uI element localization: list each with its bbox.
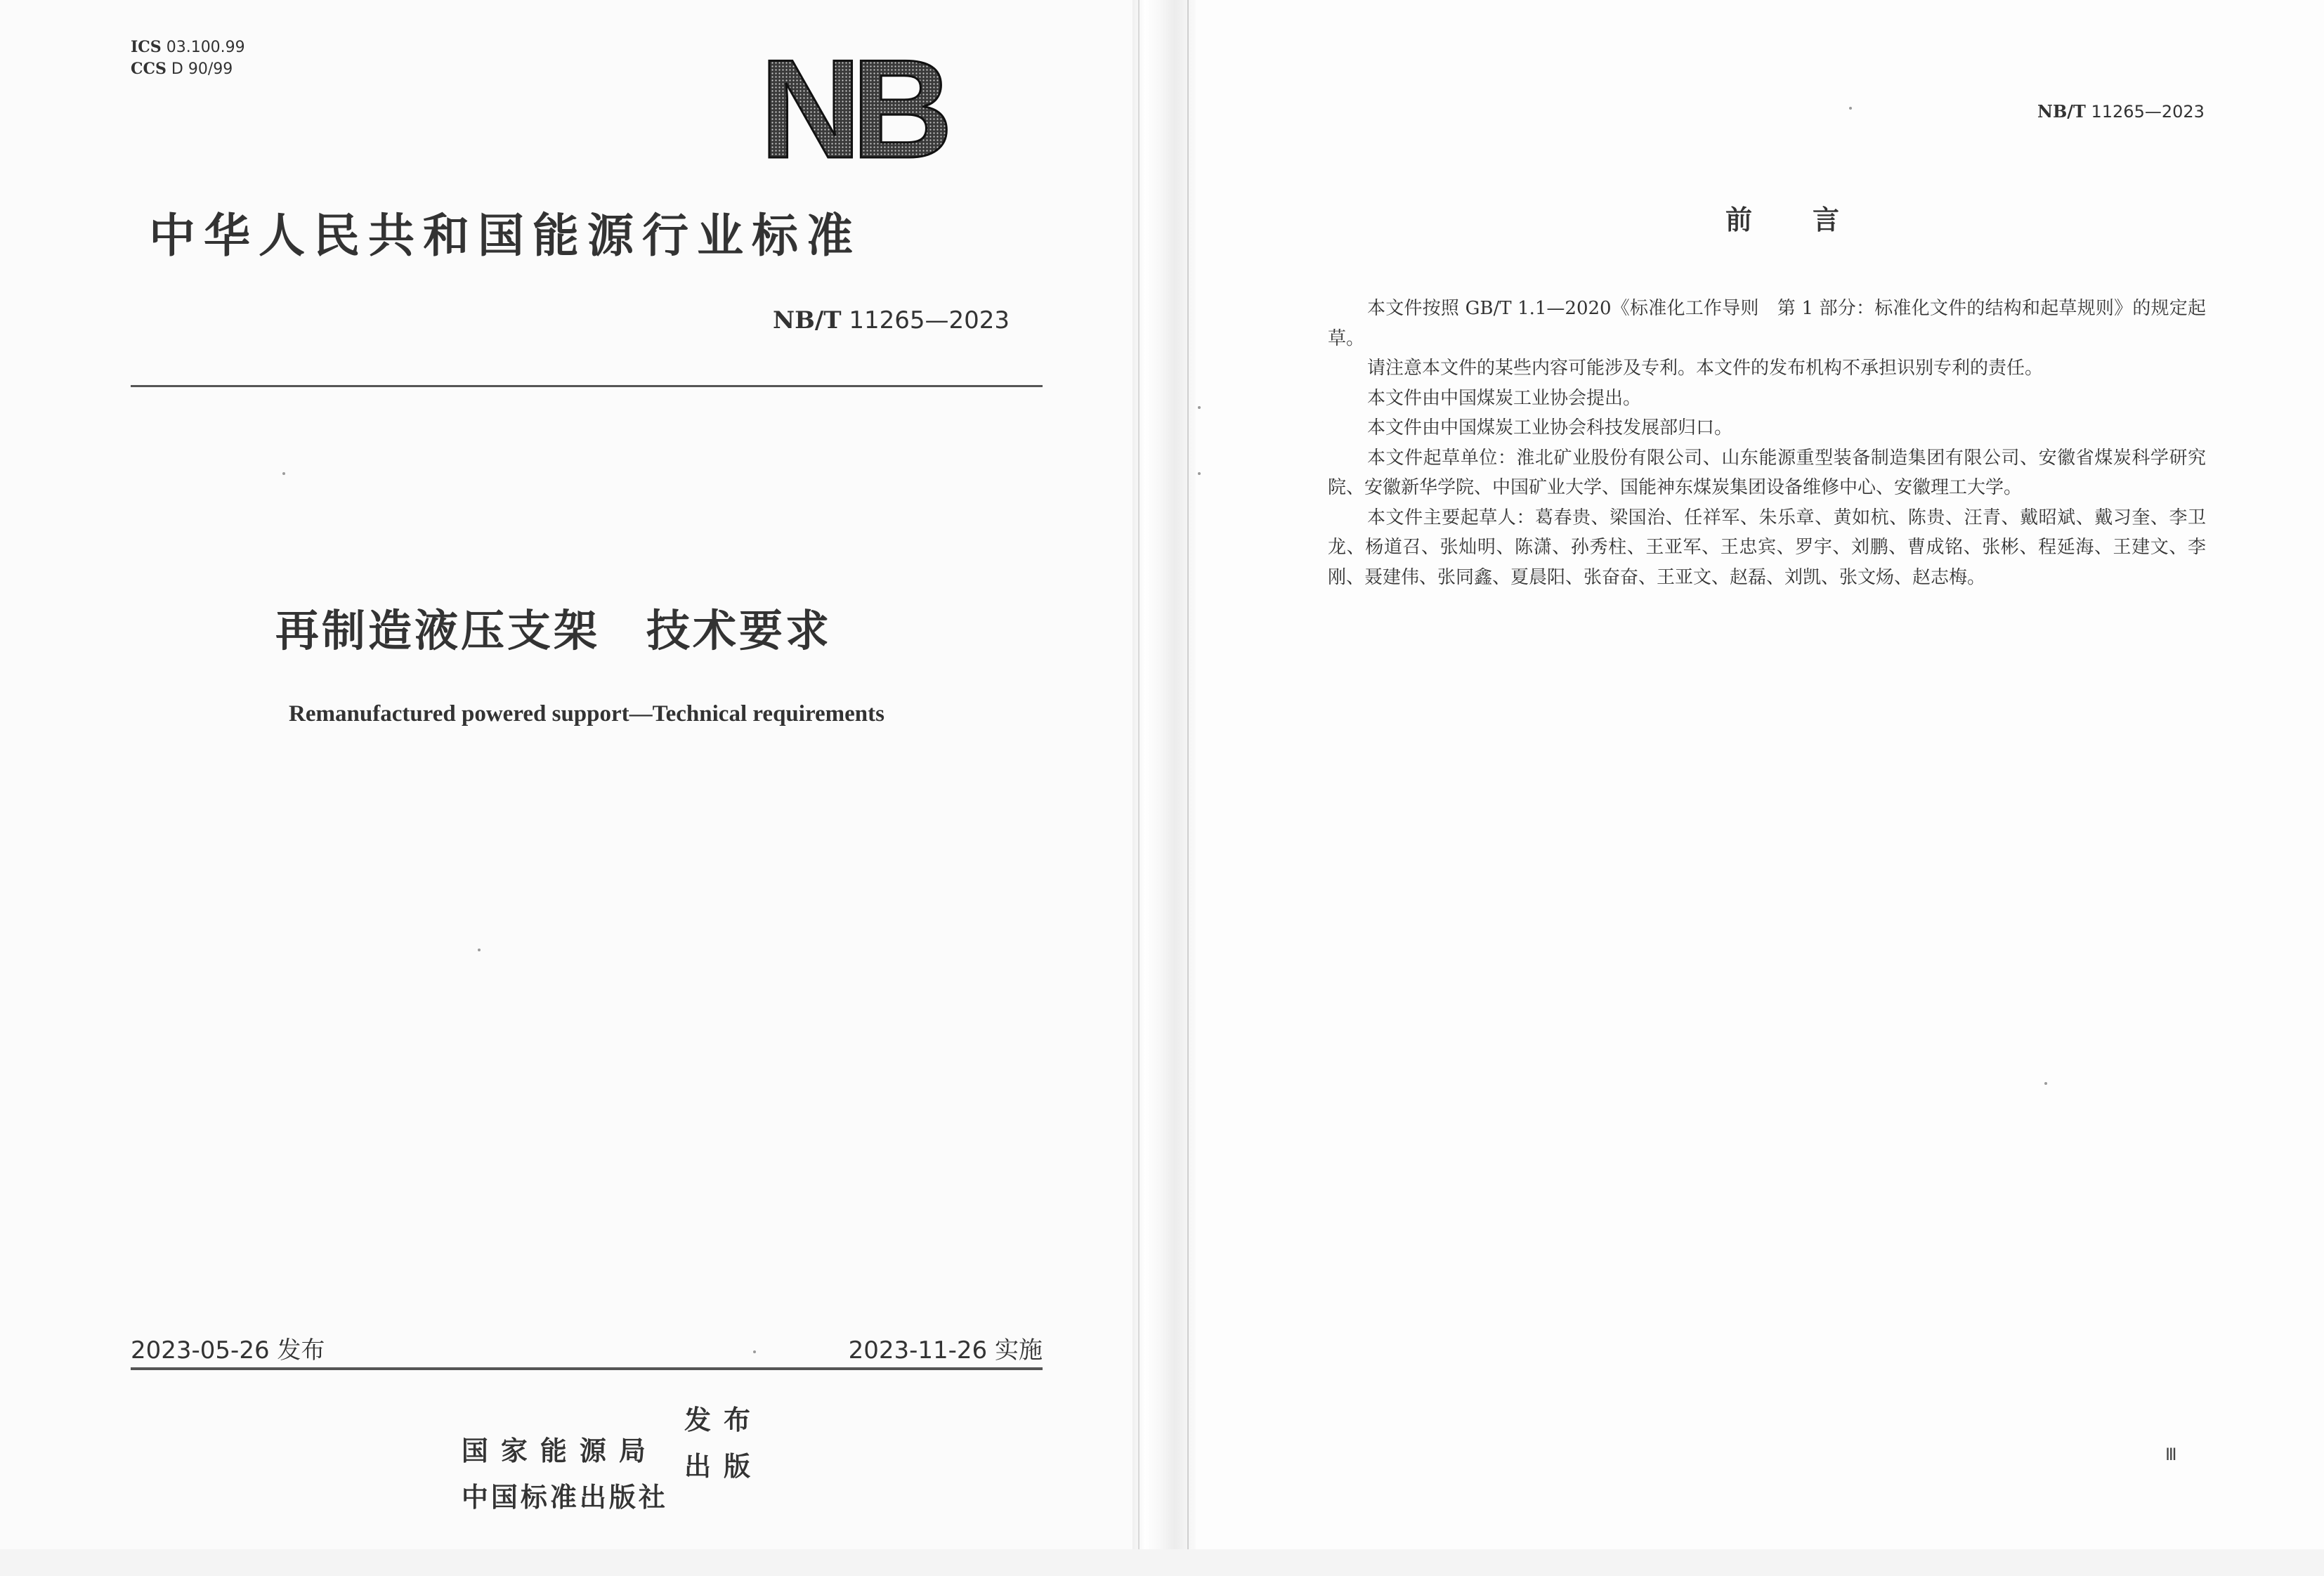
publisher-row <box>424 1445 764 1576</box>
foreword-paragraph: 本文件由中国煤炭工业协会科技发展部归口。 <box>1367 417 1733 438</box>
foreword-paragraph: 本文件按照 GB/T 1.1—2020《标准化工作导则 第 1 部分：标准化文件的结构和起草规则》的规定起草。 <box>1328 298 2206 349</box>
book-gutter <box>1132 0 1196 1549</box>
logo-text: NB <box>759 44 944 163</box>
scan-speck <box>478 949 481 951</box>
foreword-paragraph: 本文件主要起草人：葛春贵、梁国治、任祥军、朱乐章、黄如杭、陈贵、汪青、戴昭斌、戴习奎、李卫龙、杨道召、张灿明、陈潇、孙秀柱、王亚军、王忠宾、罗宇、刘鹏、曹成铭、张彬、程延海、王建文、李刚、聂建伟、张同鑫、夏晨阳、张奋奋、王亚文、赵磊、刘凯、张文炀、赵志梅。 <box>1328 507 2206 588</box>
foreword-paragraph: 本文件起草单位：淮北矿业股份有限公司、山东能源重型装备制造集团有限公司、安徽省煤炭科学研究院、安徽新华学院、中国矿业大学、国能神东煤炭集团设备维修中心、安徽理工大学。 <box>1328 447 2206 498</box>
issue-date: 2023-05-26 发布 <box>131 1336 325 1365</box>
scan-speck <box>282 472 285 475</box>
ccs-label: CCS <box>131 60 167 78</box>
foreword-body <box>1328 294 2206 592</box>
foreword-title: 前言 <box>1725 204 1900 235</box>
standard-number-prefix: NB/T <box>773 306 842 334</box>
implementation-date-row <box>131 1331 1043 1365</box>
ics-value: 03.100.99 <box>166 39 245 56</box>
running-head-prefix: NB/T <box>2037 101 2086 122</box>
footer-divider <box>131 1367 1043 1370</box>
publisher-role: 出版 <box>684 1451 764 1482</box>
publisher-name: 中国标准出版社 <box>461 1482 668 1513</box>
scan-speck <box>1849 107 1852 110</box>
classification-codes <box>131 37 245 80</box>
scan-speck <box>753 1350 756 1353</box>
running-head-value: 11265—2023 <box>2091 102 2205 122</box>
document-title-en: Remanufactured powered support—Technical requirements <box>289 701 884 727</box>
implementation-date: 2023-11-26 实施 <box>848 1336 1043 1365</box>
standard-number-value: 11265—2023 <box>849 306 1010 334</box>
ccs-value: D 90/99 <box>171 60 233 78</box>
standard-number <box>773 306 1010 334</box>
issuer-role: 发布 <box>684 1405 764 1435</box>
document-title-cn: 再制造液压支架 技术要求 <box>275 605 833 656</box>
scan-speck <box>1198 406 1201 409</box>
scan-speck <box>1198 472 1201 475</box>
gutter-edge <box>1187 0 1189 1549</box>
cover-page <box>0 0 1132 1549</box>
running-head <box>2037 101 2205 122</box>
foreword-paragraph: 本文件由中国煤炭工业协会提出。 <box>1367 387 1642 409</box>
standard-title: 中华人民共和国能源行业标准 <box>149 209 861 263</box>
scan-speck <box>2044 1082 2047 1085</box>
gutter-edge <box>1138 0 1140 1549</box>
nb-logo <box>753 44 950 163</box>
foreword-paragraph: 请注意本文件的某些内容可能涉及专利。本文件的发布机构不承担识别专利的责任。 <box>1367 358 2044 379</box>
page-number: Ⅲ <box>2165 1446 2177 1464</box>
issuer-name: 国家能源局 <box>461 1435 658 1466</box>
header-divider <box>131 385 1043 387</box>
ics-label: ICS <box>131 38 162 56</box>
